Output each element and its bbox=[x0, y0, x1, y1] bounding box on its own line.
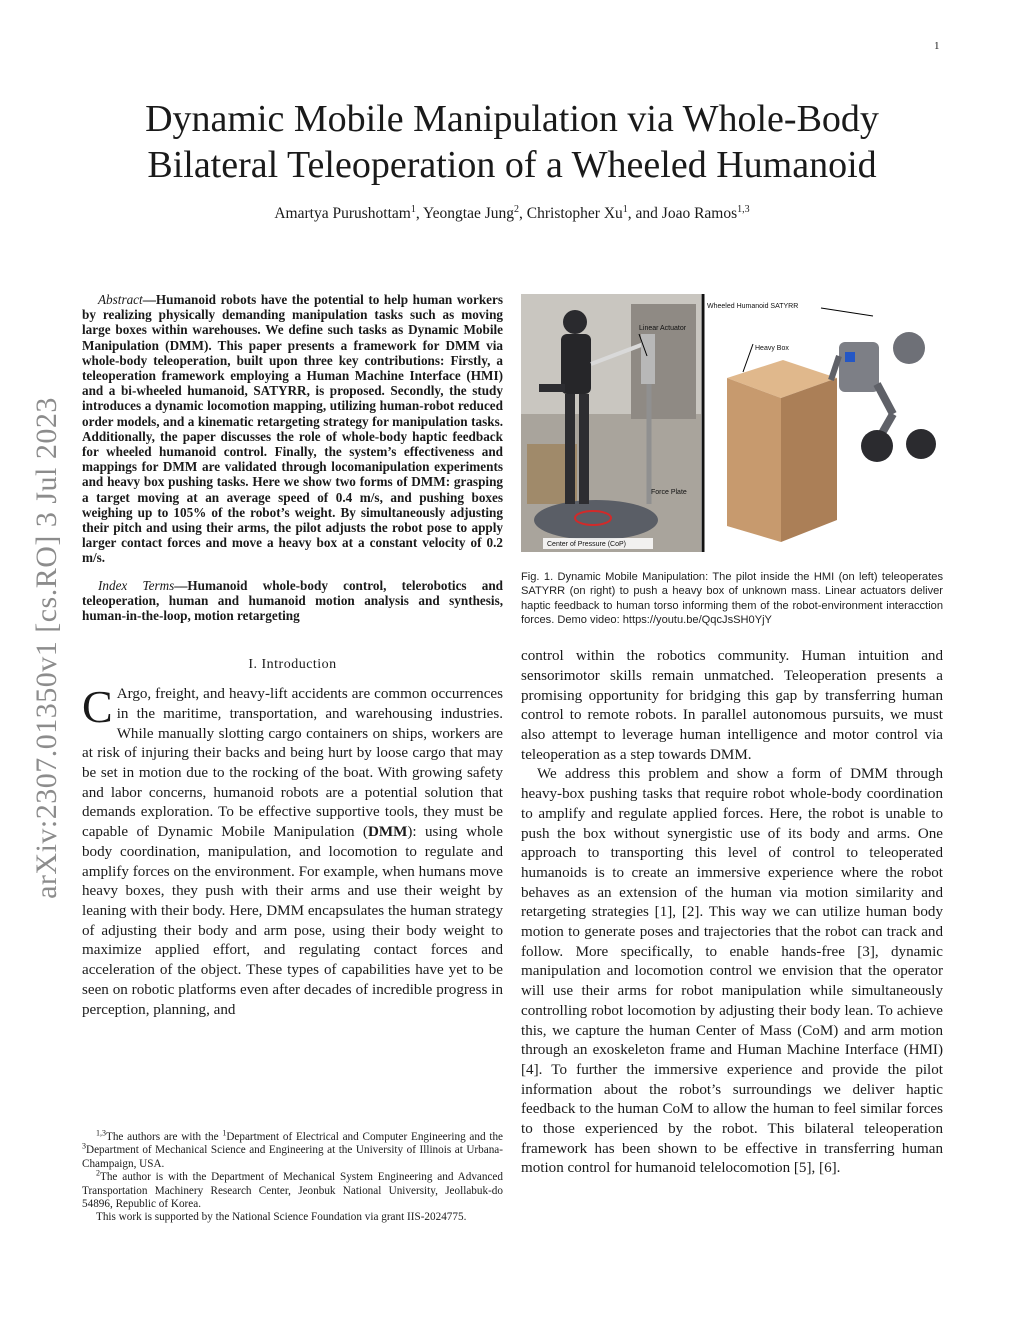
author-affiliation: 1 bbox=[410, 203, 416, 215]
footnote-text: Department of Electrical and Computer Engineering and the bbox=[226, 1131, 503, 1143]
abstract bbox=[82, 292, 503, 566]
robot-panel-light bbox=[845, 352, 855, 362]
pilot-arm bbox=[539, 384, 565, 392]
figure-1-caption: Fig. 1. Dynamic Mobile Manipulation: The pilot inside the HMI (on left) teleoperates SATYRR (on right) to push a heavy box of unknown mass. Linear actuators deliver haptic feedback to human torso informing them of the robot-environment interacction forces. Demo video: https://youtu.be/QqcJsSH0YjY bbox=[521, 571, 943, 626]
intro-paragraph-1 bbox=[82, 681, 503, 1020]
label-heavy-box: Heavy Box bbox=[755, 345, 789, 352]
footnote-marker: 1,3 bbox=[96, 1128, 106, 1138]
label-satyrr: Wheeled Humanoid SATYRR bbox=[707, 303, 799, 310]
pilot-leg bbox=[565, 394, 575, 504]
robot-wheel bbox=[861, 430, 893, 462]
footnote-1 bbox=[82, 1128, 503, 1171]
footnote-text: The author is with the Department of Mechanical System Engineering and Advanced Transportation Machinery Research Center, Jeonbuk National University, Jeollabuk-do 54896, Republic of Korea. bbox=[82, 1171, 503, 1211]
force-plate-shape bbox=[534, 500, 658, 540]
intro-text-start: Argo, freight, and heavy-lift accidents are common occurrences in the maritime, transportation, and warehousing industries. While manually slotting cargo containers on ships, workers are at risk of injuring their backs and being hurt by loose cargo that may be set in motion due to the rocking of the boat. With growing safety and labor concerns, humanoid robots are a potential solution that demands exploration. To be effective supportive tools, they must be capable of Dynamic Mobile Manipulation ( bbox=[82, 686, 503, 841]
label-center-of-pressure: Center of Pressure (CoP) bbox=[547, 541, 626, 548]
label-force-plate: Force Plate bbox=[651, 489, 687, 496]
left-column bbox=[82, 292, 503, 1020]
pilot-head bbox=[563, 310, 587, 334]
footnote-marker: 3 bbox=[82, 1141, 86, 1151]
author-separator: , bbox=[519, 205, 527, 222]
paper-title bbox=[60, 96, 964, 188]
figure-1-illustration bbox=[521, 294, 943, 552]
author-list bbox=[60, 205, 964, 223]
footnote-text: Department of Mechanical Science and Engineering at the University of Illinois at Urbana-Champaign, USA. bbox=[82, 1144, 503, 1170]
intro-text-end: ): using whole body coordination, manipulation, and locomotion to regulate and amplify forces on the environment. For example, when humans move heavy boxes, they push with their arms and use their weight by leaning with their body. Here, DMM encapsulates the human strategy of adjusting their body and arm pose, using their body weight to maximize applied effort, and regulating contact forces and acceleration of the object. These types of capabilities have yet to be seen on robotic platforms even after decades of incredible progress in perception, planning, and bbox=[82, 824, 503, 1018]
right-column bbox=[521, 294, 943, 1179]
author-affiliation: 1,3 bbox=[737, 203, 750, 215]
author-separator: , and bbox=[627, 205, 662, 222]
author-name: Joao Ramos bbox=[661, 205, 738, 222]
section-heading: I. Introduction bbox=[248, 657, 337, 673]
index-terms-text: —Humanoid whole-body control, telerobotics and teleoperation, human and humanoid motion analysis and synthesis, human-in-the-loop, motion retargeting bbox=[82, 577, 503, 624]
title-line-2: Bilateral Teleoperation of a Wheeled Humanoid bbox=[147, 144, 877, 186]
author-name: Christopher Xu bbox=[526, 205, 623, 222]
drop-cap: C bbox=[82, 681, 113, 733]
author-affiliation: 1 bbox=[622, 203, 628, 215]
author-name: Yeongtae Jung bbox=[423, 205, 515, 222]
pilot-torso bbox=[561, 334, 591, 394]
footnote-marker: 2 bbox=[96, 1168, 100, 1178]
footnote-2 bbox=[82, 1168, 503, 1211]
figure-1 bbox=[521, 294, 943, 552]
robot-torso bbox=[839, 342, 879, 392]
author-affiliation: 2 bbox=[514, 203, 520, 215]
label-linear-actuator: Linear Actuator bbox=[639, 325, 687, 332]
intro-paragraph-2: We address this problem and show a form of DMM through heavy-box pushing tasks that require robot whole-body coordination to amplify and regulate applied forces. Here, the robot is unable to push the box without synergistic use of its body and arms. One approach to transporting this level of control to teleoperated humanoids is to create an immersive experience where the robot behaves as an extension of the human via motion similarity and retargeting strategies [1], [2]. This way we can utilize human body motion to generate poses and trajectories that the robot can track and follow. More specifically, to enable hands-free [3], dynamic manipulation and locomotion control we envision that the operator will use their arms for robot manipulation while simultaneously controlling robot locomotion by adjusting their body lean. To achieve this, we capture the human Center of Mass (CoM) and arm motion through an exoskeleton frame and Human Machine Interface (HMI) [4]. To further the immersive experience and provide the pilot information about the robot’s surroundings we deliver haptic feedback to the human CoM to allow the human to feel similar forces to those experienced by the robot. This bilateral teleoperation framework has been shown to be effective in transferring human motion control for humanoid telelocomotion [5], [6]. bbox=[521, 766, 943, 1177]
robot-head bbox=[893, 332, 925, 364]
page-number: 1 bbox=[934, 40, 940, 52]
right-body bbox=[521, 647, 943, 1179]
arxiv-id: arXiv:2307.01350v1 [cs.RO] 3 Jul 2023 bbox=[30, 397, 63, 899]
lab-equipment bbox=[631, 304, 696, 419]
footnote-text: The authors are with the bbox=[106, 1131, 223, 1143]
arxiv-sidebar bbox=[26, 368, 68, 928]
footnote-3: This work is supported by the National Science Foundation via grant IIS-2024775. bbox=[96, 1211, 467, 1224]
box-front bbox=[727, 378, 781, 542]
title-line-1: Dynamic Mobile Manipulation via Whole-Body bbox=[145, 98, 879, 140]
index-terms-lead: Index Terms bbox=[98, 577, 175, 593]
index-terms bbox=[82, 578, 503, 624]
box-side bbox=[781, 378, 837, 542]
author-separator: , bbox=[415, 205, 424, 222]
author-name: Amartya Purushottam bbox=[274, 205, 411, 222]
linear-actuator-body bbox=[641, 334, 655, 384]
abstract-lead: Abstract bbox=[98, 292, 143, 307]
intro-paragraph-1-continued: control within the robotics community. Human intuition and sensorimotor skills remain unmatched. Teleoperation presents a promising opportunity for bridging this gap by transferring human control to remote robots. In parallel autonomous pursuits, we must also attempt to leverage human intelligence and motor control via teleoperation as a step towards DMM. bbox=[521, 648, 943, 763]
footnotes bbox=[82, 1128, 503, 1225]
abstract-text: —Humanoid robots have the potential to help human workers by realizing physically demanding manipulation tasks such as moving large boxes within warehouses. We define such tasks as Dynamic Mobile Manipulation (DMM). This paper presents a framework for DMM via whole-body teleoperation, built upon three key contributions: Firstly, a teleoperation framework employing a Human Machine Interface (HMI) and a bi-wheeled humanoid, SATYRR, is proposed. Secondly, the study introduces a dynamic locomotion mapping, utilizing human-robot reduced order models, and a kinematic retargeting strategy for manipulation tasks. Additionally, the paper discusses the role of whole-body haptic feedback for wheeled humanoid control. Finally, the system’s effectiveness and mappings for DMM are validated through locomanipulation experiments and heavy box pushing tasks. Here we show two forms of DMM: grasping a target moving at an average speed of 0.4 m/s, and pushing boxes weighing up to 105% of the robot’s weight. By simultaneously adjusting their pitch and using their arms, the pilot adjusts the robot pose to apply larger contact forces and move a heavy box at a constant velocity of 0.2 m/s. bbox=[82, 292, 503, 566]
robot-wheel bbox=[906, 429, 936, 459]
dmm-acronym: DMM bbox=[367, 824, 408, 841]
footnote-marker: 1 bbox=[222, 1128, 227, 1138]
pilot-leg bbox=[579, 394, 589, 504]
